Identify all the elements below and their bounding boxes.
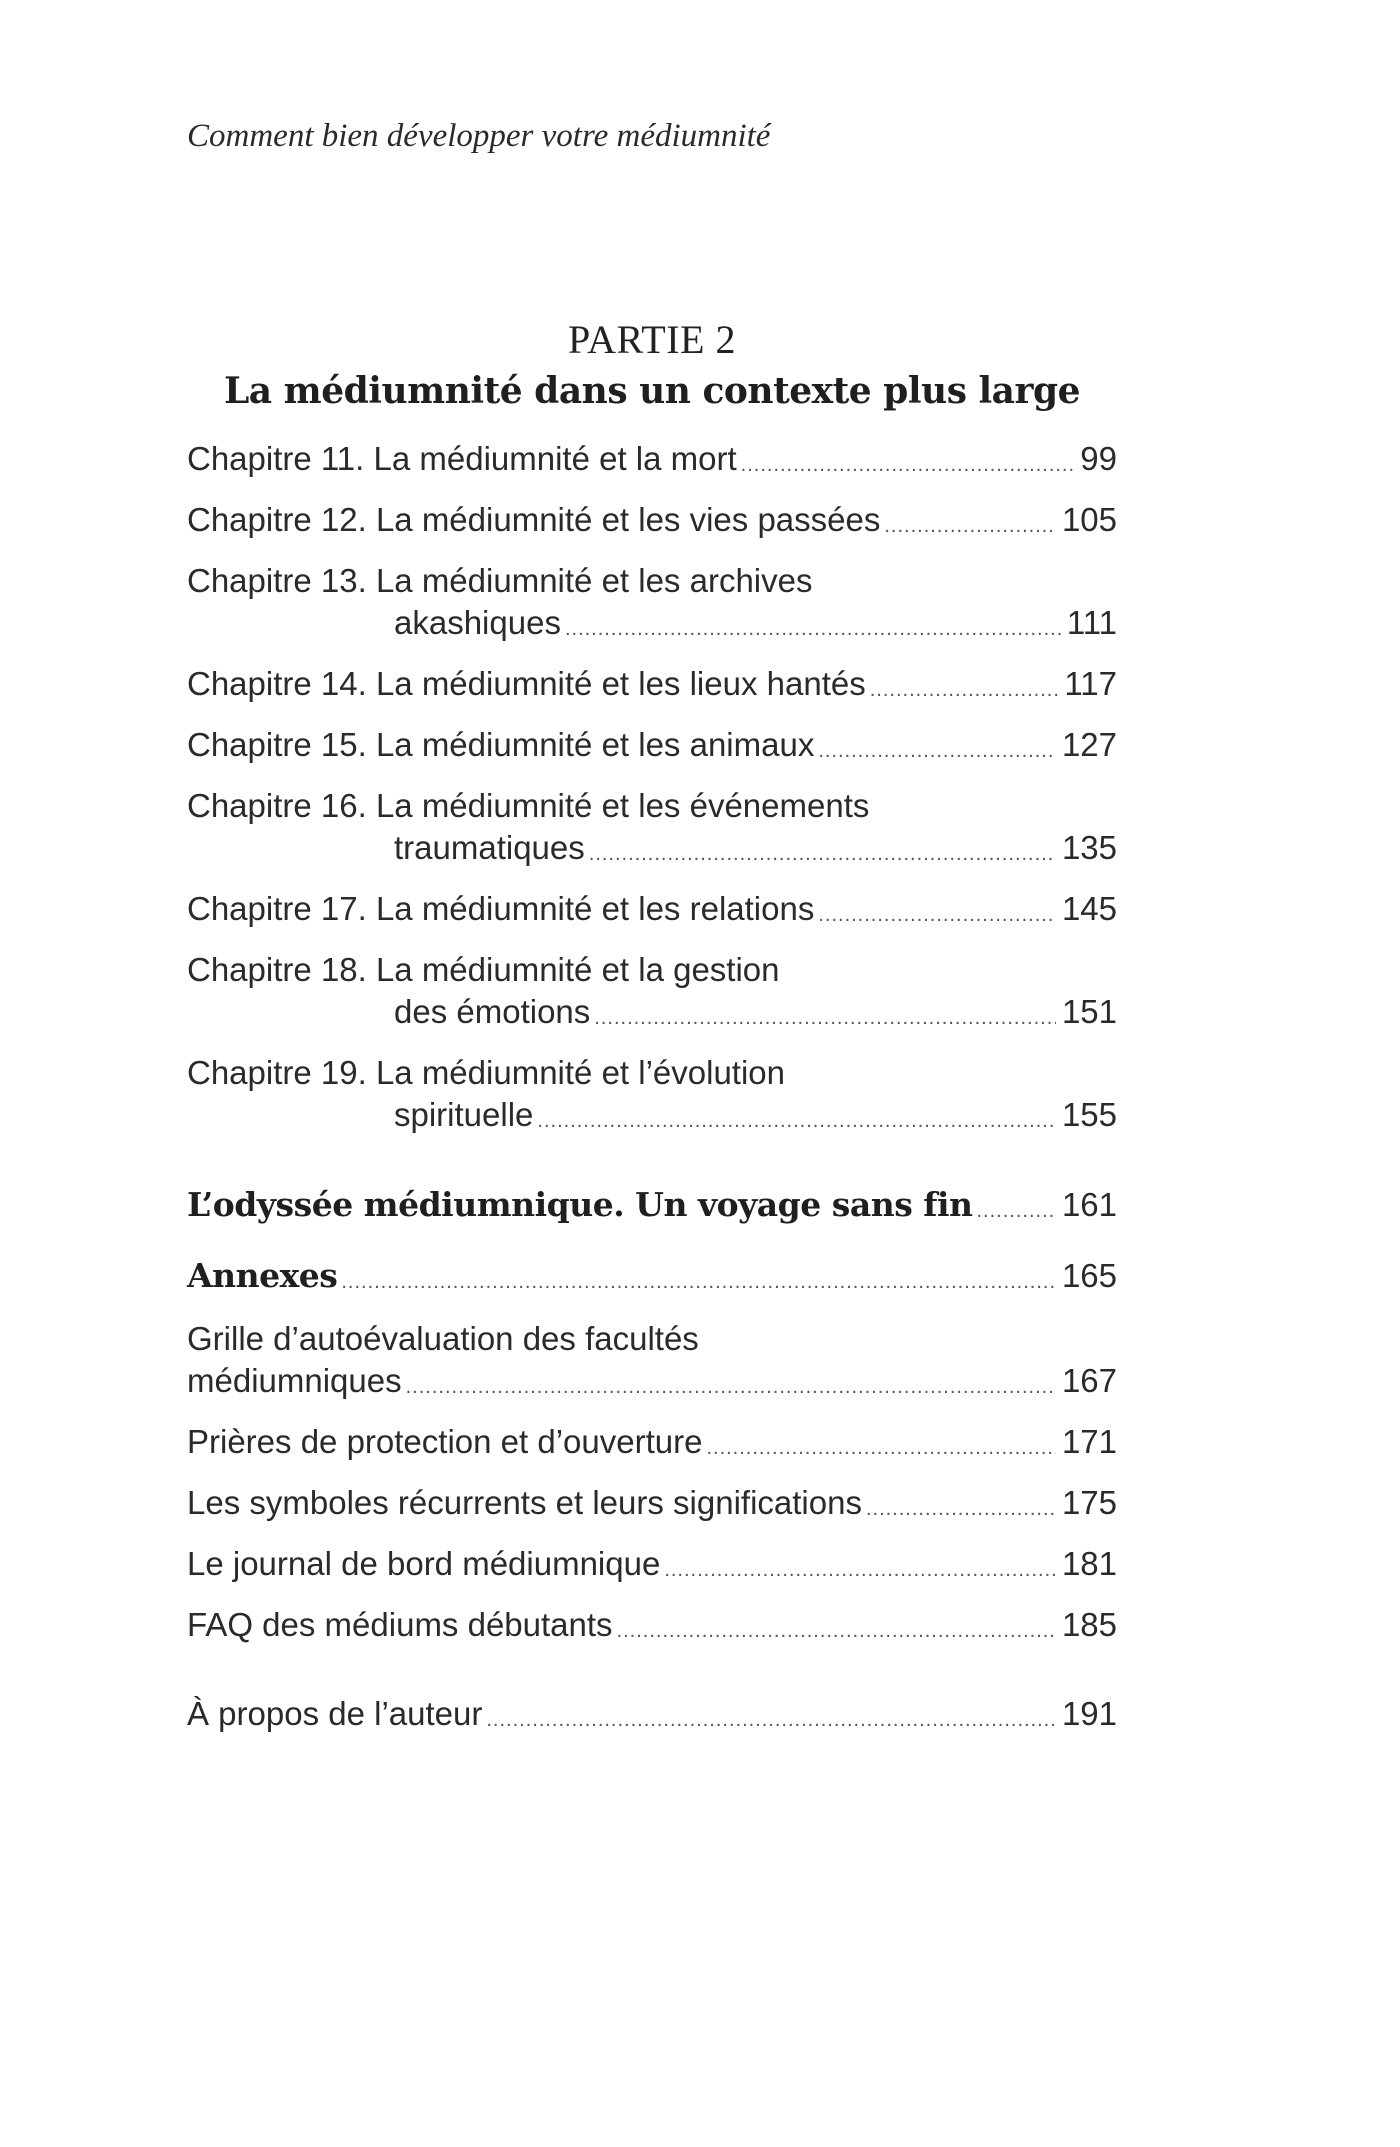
toc-entry-title: Chapitre 15. La médiumnité et les animaux bbox=[187, 726, 815, 763]
toc-entry-chapter-19[interactable] bbox=[187, 1094, 1117, 1136]
toc-entry-prieres[interactable] bbox=[187, 1421, 1117, 1463]
toc-entry-title: Chapitre 13. La médiumnité et les archives bbox=[187, 562, 813, 599]
toc-entry-faq[interactable] bbox=[187, 1604, 1117, 1646]
toc-entry-title: Chapitre 14. La médiumnité et les lieux hantés bbox=[187, 665, 866, 702]
dot-leader bbox=[870, 675, 1059, 705]
toc-entry-title: FAQ des médiums débutants bbox=[187, 1606, 613, 1643]
toc-entry-title-cont: médiumniques bbox=[187, 1362, 402, 1399]
part-title: La médiumnité dans un contexte plus large bbox=[223, 370, 1081, 412]
toc-entry-title: Chapitre 17. La médiumnité et les relations bbox=[187, 890, 815, 927]
toc-entry-page: 99 bbox=[1080, 440, 1117, 477]
toc-entry-title: Annexes bbox=[187, 1256, 338, 1295]
dot-leader bbox=[594, 1003, 1056, 1033]
toc-entry-page: 135 bbox=[1061, 829, 1117, 866]
dot-leader bbox=[818, 900, 1056, 930]
toc-entry-title-cont: traumatiques bbox=[394, 829, 585, 866]
dot-leader bbox=[537, 1106, 1056, 1136]
toc-entry-annexes[interactable] bbox=[187, 1255, 1117, 1297]
toc-entry-chapter-13[interactable] bbox=[187, 602, 1117, 644]
dot-leader bbox=[341, 1267, 1056, 1297]
toc-entry-title-cont: des émotions bbox=[394, 993, 591, 1030]
toc-entry-title: Grille d’autoévaluation des facultés bbox=[187, 1320, 699, 1357]
dot-leader bbox=[589, 839, 1056, 869]
toc-entry-title: Chapitre 19. La médiumnité et l’évolution bbox=[187, 1054, 786, 1091]
toc-entry-a-propos[interactable] bbox=[187, 1693, 1117, 1735]
toc-entry-chapter-17[interactable] bbox=[187, 888, 1117, 930]
toc-entry-title: Les symboles récurrents et leurs significations bbox=[187, 1484, 862, 1521]
toc-entry-page: 161 bbox=[1061, 1186, 1117, 1223]
toc-entry-page: 185 bbox=[1061, 1606, 1117, 1643]
toc-entry-page: 155 bbox=[1061, 1096, 1117, 1133]
toc-entry-page: 165 bbox=[1061, 1257, 1117, 1294]
toc-entry-chapter-16[interactable] bbox=[187, 827, 1117, 869]
toc-entry-title-cont: akashiques bbox=[394, 604, 561, 641]
toc-entry-grille[interactable] bbox=[187, 1360, 1117, 1402]
toc-entry-journal[interactable] bbox=[187, 1543, 1117, 1585]
toc-entry-chapter-14[interactable] bbox=[187, 663, 1117, 705]
toc-entry-page: 171 bbox=[1061, 1423, 1117, 1460]
toc-entry-chapter-11[interactable] bbox=[187, 438, 1117, 480]
toc-entry-title: Chapitre 18. La médiumnité et la gestion bbox=[187, 951, 780, 988]
toc-entry-page: 175 bbox=[1061, 1484, 1117, 1521]
toc-entry-chapter-18[interactable] bbox=[187, 991, 1117, 1033]
toc-entry-page: 127 bbox=[1061, 726, 1117, 763]
toc-entry-page: 117 bbox=[1064, 665, 1117, 702]
toc-entry-chapter-12[interactable] bbox=[187, 499, 1117, 541]
toc-entry-page: 167 bbox=[1061, 1362, 1117, 1399]
toc-entry-page: 181 bbox=[1061, 1545, 1117, 1582]
toc-entry-title: Prières de protection et d’ouverture bbox=[187, 1423, 703, 1460]
toc-entry-odyssee[interactable] bbox=[187, 1184, 1117, 1226]
toc-entry-title: Chapitre 12. La médiumnité et les vies passées bbox=[187, 501, 881, 538]
running-head: Comment bien développer votre médiumnité bbox=[187, 118, 771, 154]
dot-leader bbox=[486, 1705, 1056, 1735]
dot-leader bbox=[977, 1196, 1056, 1226]
dot-leader bbox=[565, 614, 1061, 644]
toc-entry-page: 111 bbox=[1066, 604, 1117, 641]
toc-entry-page: 151 bbox=[1061, 993, 1117, 1030]
toc-entry-title: Le journal de bord médiumnique bbox=[187, 1545, 661, 1582]
dot-leader bbox=[884, 511, 1056, 541]
dot-leader bbox=[617, 1616, 1056, 1646]
dot-leader bbox=[866, 1494, 1056, 1524]
dot-leader bbox=[741, 450, 1075, 480]
toc-entry-title: L’odyssée médiumnique. Un voyage sans fin bbox=[187, 1185, 973, 1224]
dot-leader bbox=[664, 1555, 1056, 1585]
toc-entry-title: Chapitre 16. La médiumnité et les événements bbox=[187, 787, 870, 824]
part-label: PARTIE 2 bbox=[568, 317, 736, 362]
toc-entry-title-cont: spirituelle bbox=[394, 1096, 534, 1133]
toc-entry-title: Chapitre 11. La médiumnité et la mort bbox=[187, 440, 737, 477]
toc-entry-page: 145 bbox=[1061, 890, 1117, 927]
toc-entry-page: 105 bbox=[1061, 501, 1117, 538]
toc-entry-symboles[interactable] bbox=[187, 1482, 1117, 1524]
dot-leader bbox=[818, 736, 1056, 766]
toc-entry-chapter-15[interactable] bbox=[187, 724, 1117, 766]
toc-entry-title: À propos de l’auteur bbox=[187, 1695, 483, 1732]
dot-leader bbox=[406, 1372, 1056, 1402]
toc-entry-page: 191 bbox=[1061, 1695, 1117, 1732]
dot-leader bbox=[706, 1433, 1055, 1463]
